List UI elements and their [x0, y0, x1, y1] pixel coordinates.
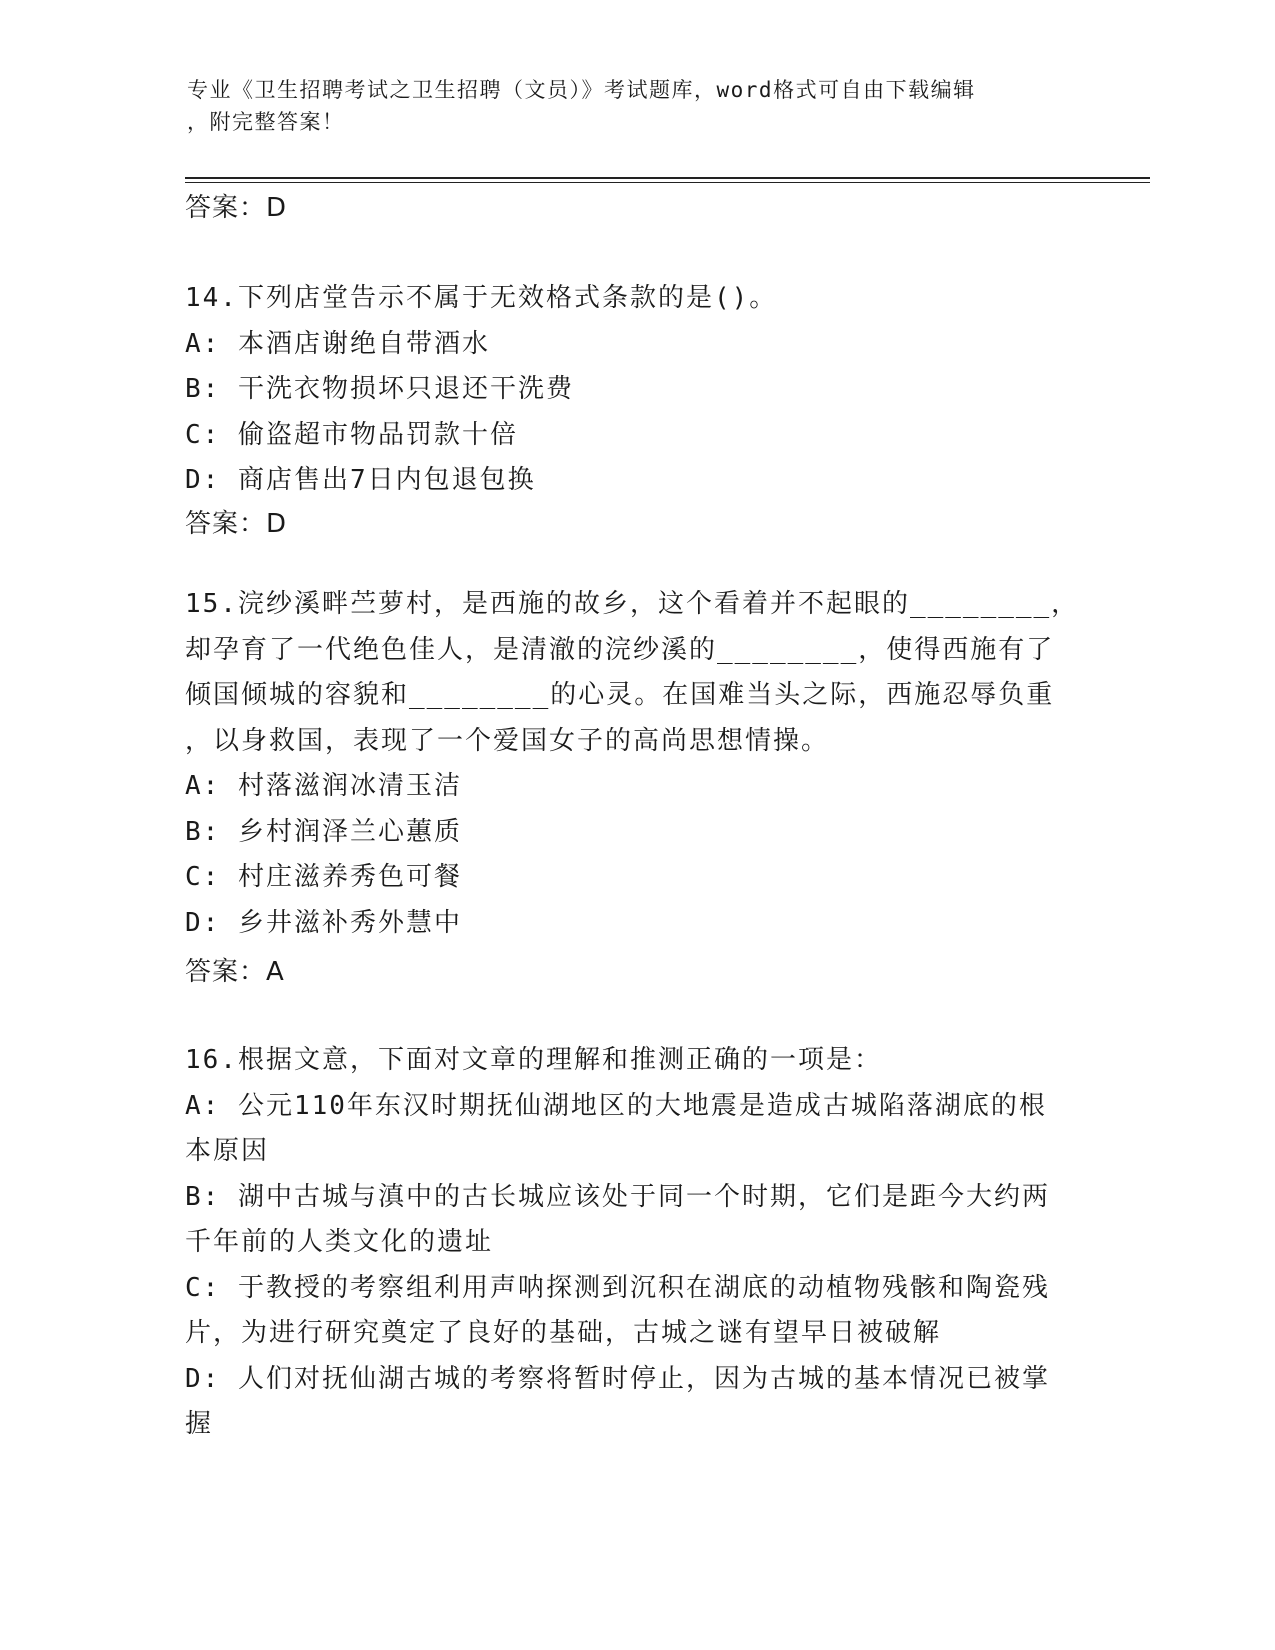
question-14 [185, 276, 1075, 504]
header-line-1: 专业《卫生招聘考试之卫生招聘（文员）》考试题库，word格式可自由下载编辑 [187, 78, 976, 102]
option-c: C: 村庄滋养秀色可餐 [185, 862, 462, 892]
document-header [187, 74, 1067, 138]
option-d-line-2: 握 [185, 1409, 214, 1439]
header-line-2: ，附完整答案！ [187, 110, 345, 134]
question-stem-line-4: ，以身救国，表现了一个爱国女子的高尚思想情操。 [185, 725, 830, 756]
question-stem: 16.根据文意，下面对文章的理解和推测正确的一项是： [185, 1045, 882, 1075]
answer-q15: 答案：A [185, 957, 285, 987]
option-a: A: 本酒店谢绝自带酒水 [185, 328, 490, 359]
answer-q14: 答案：D [185, 509, 288, 539]
option-a-line-2: 本原因 [185, 1136, 270, 1166]
question-stem: 14.下列店堂告示不属于无效格式条款的是()。 [185, 283, 778, 313]
option-d: D: 商店售出7日内包退包换 [185, 465, 536, 495]
option-d-line-1: D: 人们对抚仙湖古城的考察将暂时停止，因为古城的基本情况已被掌 [185, 1363, 1050, 1394]
option-b-line-2: 千年前的人类文化的遗址 [185, 1227, 494, 1257]
header-divider-thin [185, 182, 1150, 183]
question-stem-line-3: 倾国倾城的容貌和________的心灵。在国难当头之际，西施忍辱负重 [185, 680, 1055, 710]
option-b: B: 干洗衣物损坏只退还干洗费 [185, 374, 574, 404]
question-15 [185, 582, 1080, 946]
answer-q13: 答案：D [185, 193, 288, 223]
option-b: B: 乡村润泽兰心蕙质 [185, 816, 462, 847]
option-a-line-1: A: 公元110年东汉时期抚仙湖地区的大地震是造成古城陷落湖底的根 [185, 1090, 1047, 1121]
option-c-line-1: C: 于教授的考察组利用声呐探测到沉积在湖底的动植物残骸和陶瓷残 [185, 1272, 1050, 1303]
option-a: A: 村落滋润冰清玉洁 [185, 771, 462, 801]
option-c-line-2: 片，为进行研究奠定了良好的基础，古城之谜有望早日被破解 [185, 1318, 942, 1348]
option-d: D: 乡井滋补秀外慧中 [185, 907, 462, 938]
option-b-line-1: B: 湖中古城与滇中的古长城应该处于同一个时期，它们是距今大约两 [185, 1181, 1050, 1212]
question-16 [185, 1038, 1075, 1448]
question-stem-line-1: 15.浣纱溪畔苎萝村，是西施的故乡，这个看着并不起眼的________， [185, 589, 1080, 619]
option-c: C: 偷盗超市物品罚款十倍 [185, 419, 518, 450]
question-stem-line-2: 却孕育了一代绝色佳人，是清澈的浣纱溪的________，使得西施有了 [185, 634, 1055, 665]
header-divider [185, 177, 1150, 179]
